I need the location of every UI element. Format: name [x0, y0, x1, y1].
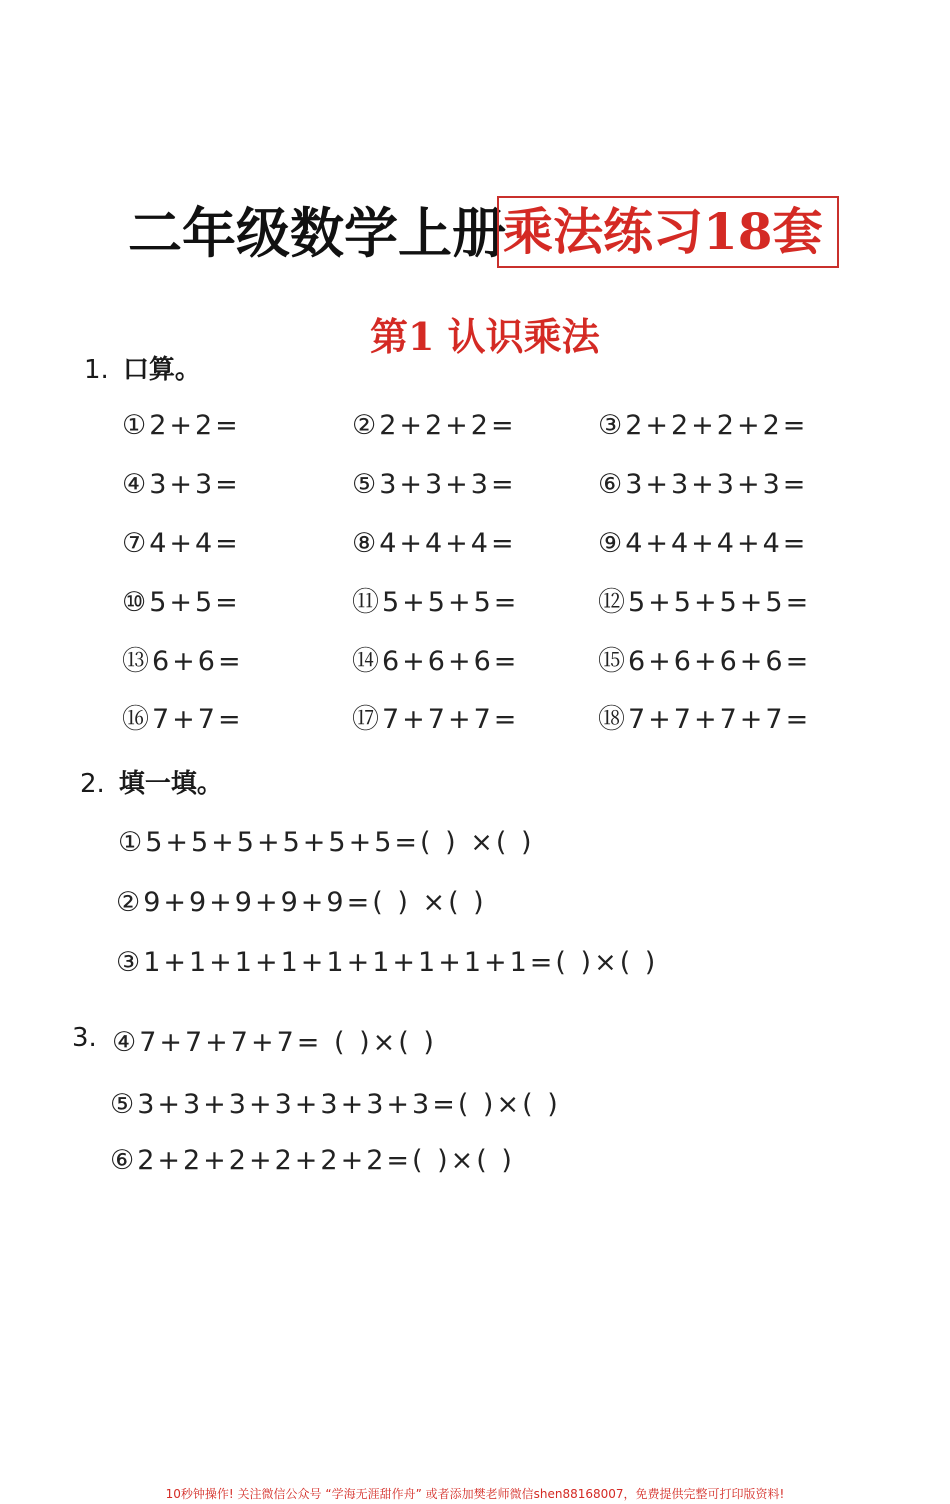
section-2-label: 填一填。	[118, 769, 223, 799]
calc-item: ①2+2=	[122, 410, 241, 441]
section-2-heading	[80, 766, 223, 802]
calc-item: ⑬6+6=	[122, 646, 244, 677]
fill-item: ⑤3+3+3+3+3+3+3=( )×( )	[110, 1089, 561, 1120]
calc-item: ⑰7+7+7=	[352, 704, 520, 735]
section-2-number: 2.	[80, 769, 105, 799]
fill-item: ④7+7+7+7= ( )×( )	[112, 1027, 437, 1058]
calc-item: ⑧4+4+4=	[352, 528, 517, 559]
page-title-highlight: 乘法练习18套	[497, 196, 839, 268]
calc-item: ⑪5+5+5=	[352, 587, 520, 618]
calc-item: ⑭6+6+6=	[352, 646, 520, 677]
section-1-number: 1.	[84, 355, 109, 385]
section-3-number: 3.	[72, 1023, 97, 1053]
calc-item: ⑯7+7=	[122, 704, 244, 735]
page-title: 二年级数学上册	[128, 202, 506, 265]
calc-item: ⑫5+5+5+5=	[598, 587, 812, 618]
fill-item: ②9+9+9+9+9=( ) ×( )	[116, 887, 487, 918]
calc-item: ⑦4+4=	[122, 528, 241, 559]
calc-item: ⑮6+6+6+6=	[598, 646, 812, 677]
calc-item: ⑩5+5=	[122, 587, 241, 618]
calc-item: ⑤3+3+3=	[352, 469, 517, 500]
calc-item: ⑨4+4+4+4=	[598, 528, 809, 559]
lesson-subtitle: 第1 认识乘法	[370, 314, 600, 359]
calc-item: ②2+2+2=	[352, 410, 517, 441]
fill-item: ①5+5+5+5+5+5=( ) ×( )	[118, 827, 535, 858]
calc-item: ⑥3+3+3+3=	[598, 469, 809, 500]
section-1-label: 口算。	[122, 355, 201, 385]
section-1-heading	[84, 352, 201, 388]
fill-item: ③1+1+1+1+1+1+1+1+1=( )×( )	[116, 947, 659, 978]
footer-note: 10秒钟操作! 关注微信公众号 “学海无涯甜作舟” 或者添加樊老师微信shen88168007，免费提供完整可打印版资料!	[165, 1487, 785, 1501]
calc-item: ⑱7+7+7+7=	[598, 704, 812, 735]
calc-item: ③2+2+2+2=	[598, 410, 809, 441]
fill-item: ⑥2+2+2+2+2+2=( )×( )	[110, 1145, 515, 1176]
calc-item: ④3+3=	[122, 469, 241, 500]
